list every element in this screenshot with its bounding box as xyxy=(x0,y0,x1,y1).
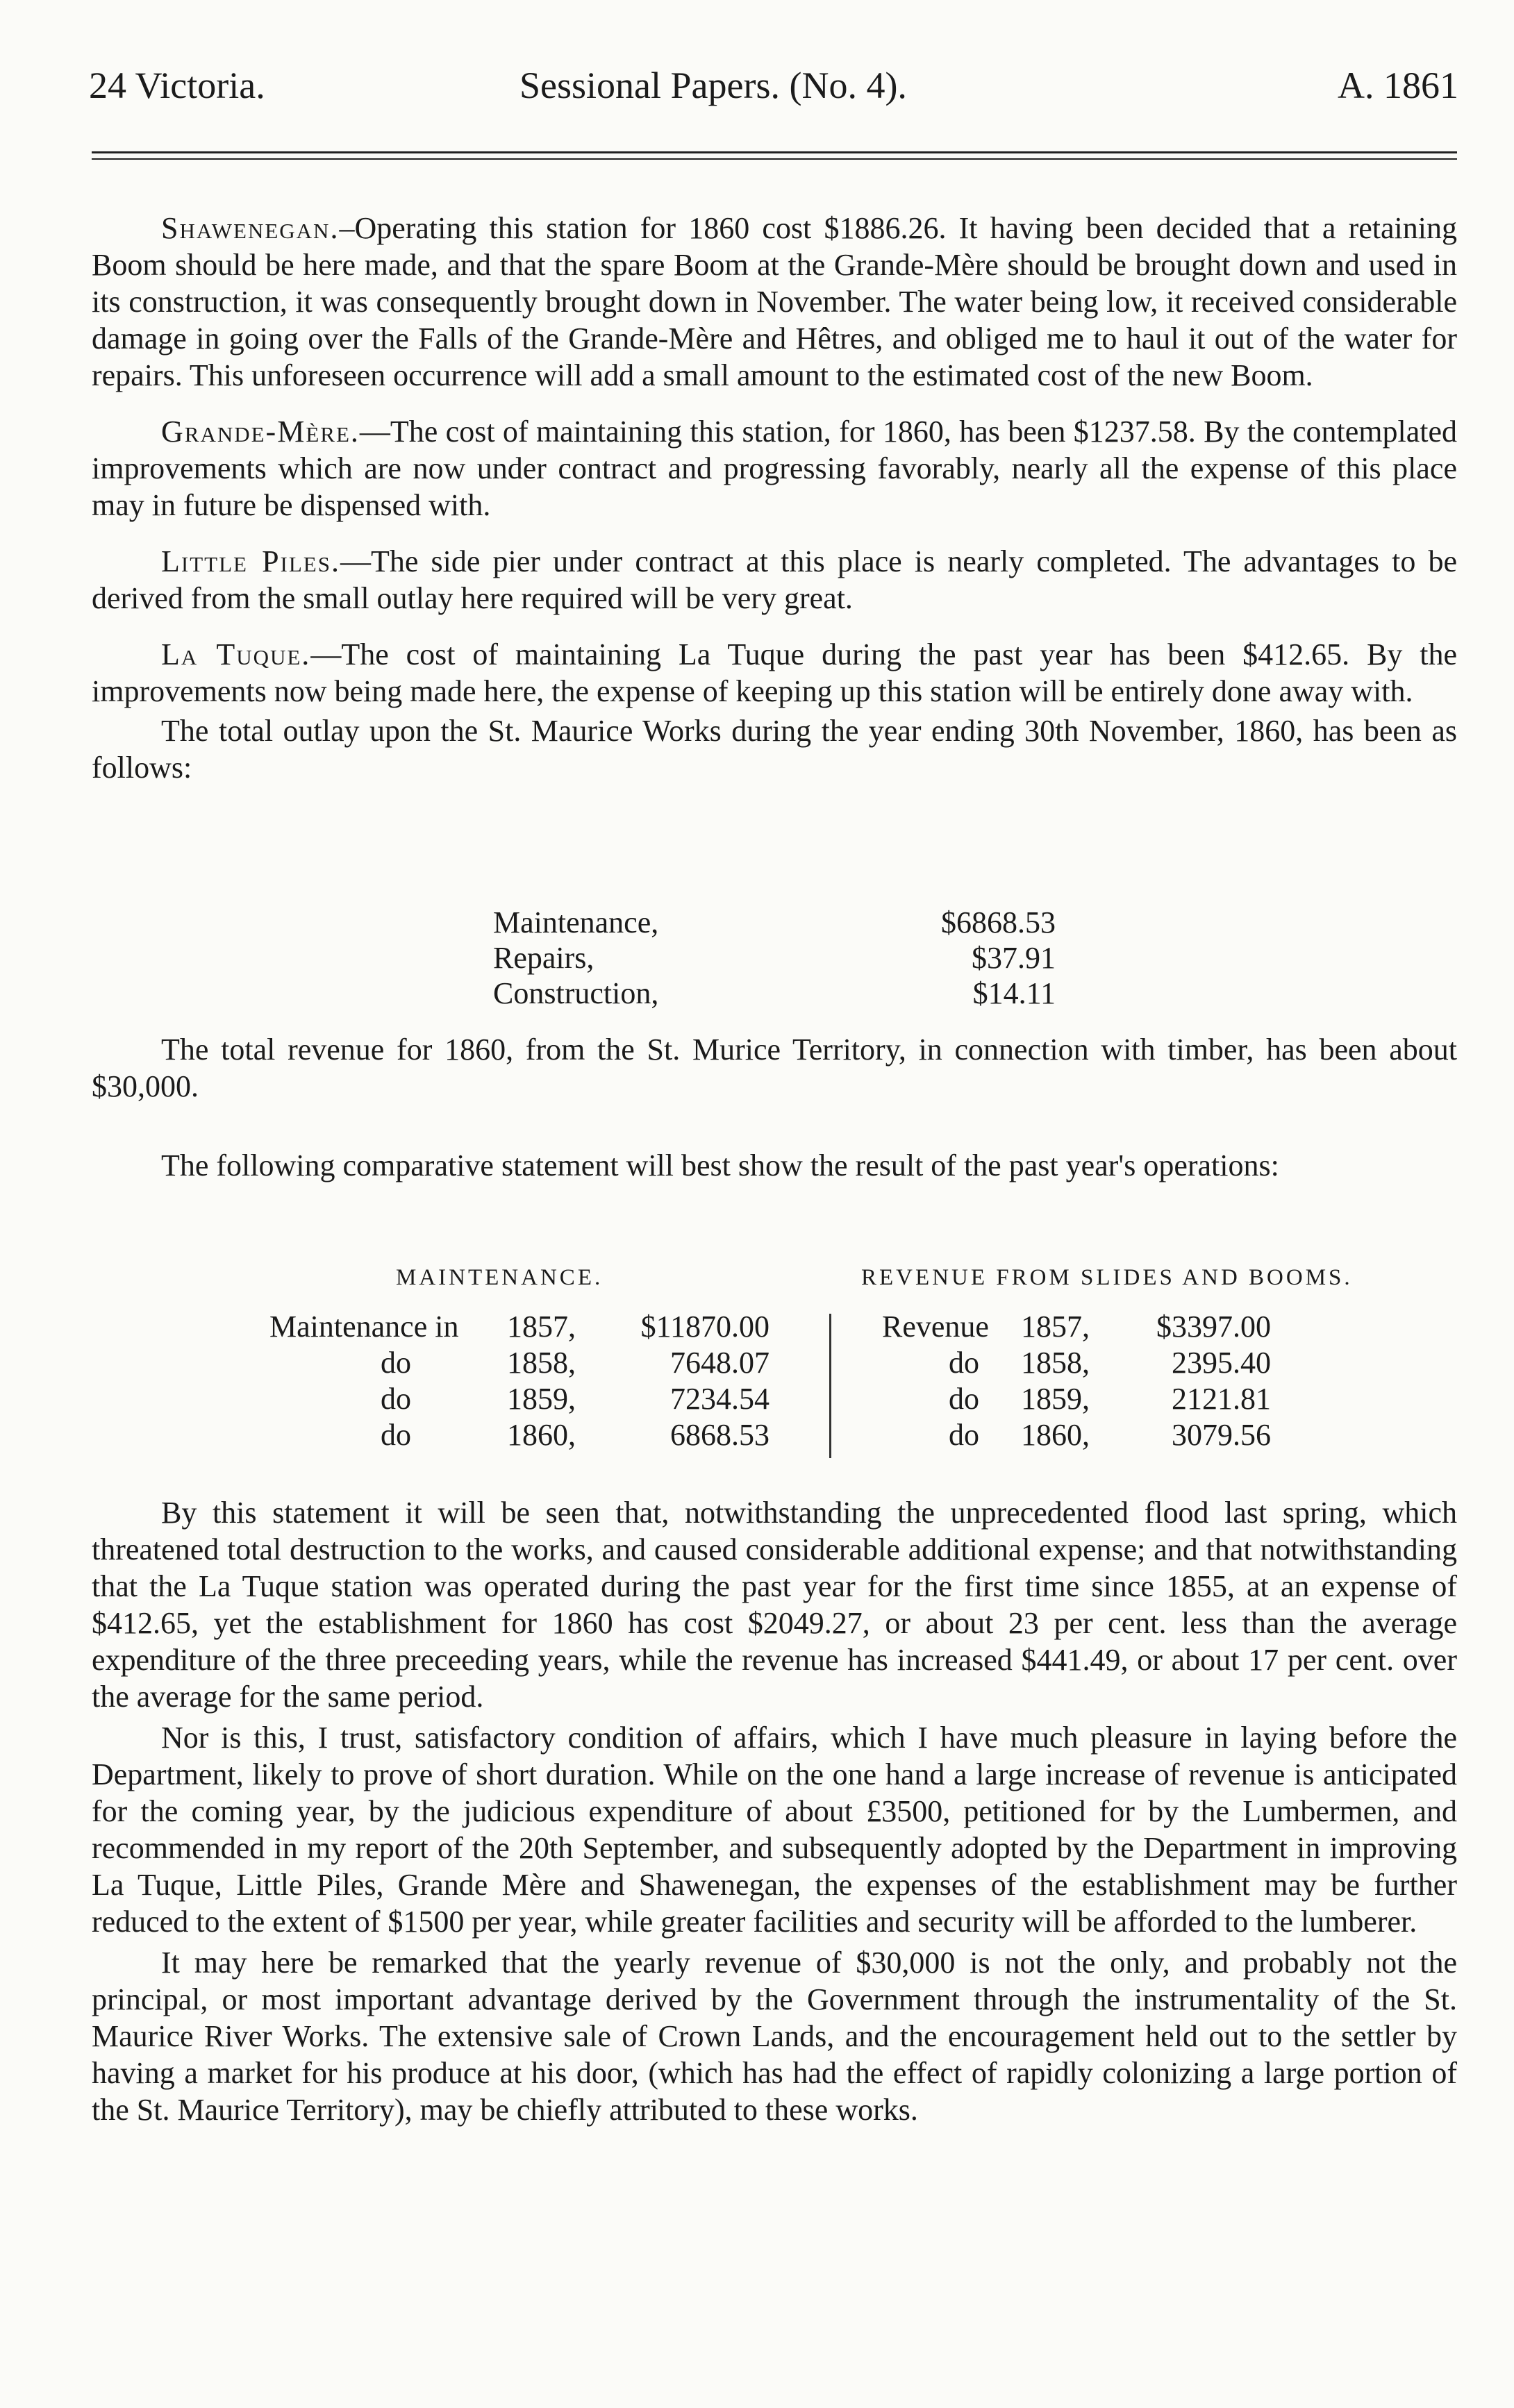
revenue-label: do xyxy=(949,1382,979,1416)
maintenance-value: $11870.00 xyxy=(640,1310,770,1344)
text-shawenegan: –Operating this station for 1860 cost $1886.26. It having been decided that a retaining Boom should be here made, and that the spare Boom at the Grande-Mère should be brought down and used in its construction, it was consequently brought down in November. The water being low, it received considerable damage in going over the Falls of the Grande-Mère and Hêtres, and obliged me to haul it out of the water for repairs. This unforeseen occurrence will add a small amount to the estimated cost of the new Boom. xyxy=(92,211,1457,392)
maintenance-label: do xyxy=(381,1346,411,1380)
maintenance-row xyxy=(269,1345,770,1381)
text-little-piles: —The side pier under contract at this place is nearly completed. The advantages to be derived from the small outlay here required will be very great. xyxy=(92,544,1457,615)
revenue-year: 1858, xyxy=(1021,1346,1090,1380)
paragraph-la-tuque xyxy=(92,636,1457,710)
maintenance-row xyxy=(269,1417,770,1453)
outlay-label: Construction, xyxy=(493,976,659,1010)
paragraph-closing-2: Nor is this, I trust, satisfactory condition of affairs, which I have much pleasure in laying before the Department, likely to prove of short duration. While on the one hand a large increase of revenue is anticipated for the coming year, by the judicious expenditure of about £3500, petitioned for by the Lumbermen, and recommended in my report of the 20th September, and subsequently adopted by the Department in improving La Tuque, Little Piles, Grande Mère and Shawenegan, the expenses of the establishment may be further reduced to the extent of $1500 per year, while greater facilities and security will be afforded to the lumberer. xyxy=(92,1721,1457,1939)
revenue-label: Revenue xyxy=(882,1310,989,1344)
maintenance-value: 7648.07 xyxy=(670,1346,770,1380)
paragraph-total-outlay: The total outlay upon the St. Maurice Works during the year ending 30th November, 1860, has been as follows: xyxy=(92,714,1457,785)
table-divider xyxy=(829,1314,831,1458)
revenue-year: 1859, xyxy=(1021,1382,1090,1416)
maintenance-year: 1858, xyxy=(507,1346,576,1380)
revenue-section xyxy=(92,1031,1457,1105)
comparative-intro-section xyxy=(92,1147,1457,1184)
paragraph-closing-1: By this statement it will be seen that, notwithstanding the unprecedented flood last spring, which threatened total destruction to the works, and caused considerable additional expense; and that notwithstanding that the La Tuque station was operated during the past year for the first time since 1855, at an expense of $412.65, yet the establishment for 1860 has cost $2049.27, or about 23 per cent. less than the average expenditure of the three preceeding years, while the revenue has increased $441.49, or about 17 per cent. over the average for the same period. xyxy=(92,1496,1457,1714)
revenue-table xyxy=(882,1309,1271,1453)
paragraph-revenue: The total revenue for 1860, from the St. Murice Territory, in connection with timber, has been about $30,000. xyxy=(92,1032,1457,1103)
maintenance-header: MAINTENANCE. xyxy=(396,1265,604,1290)
maintenance-table xyxy=(269,1309,770,1453)
maintenance-value: 6868.53 xyxy=(670,1418,770,1452)
header-title: Sessional Papers. (No. 4). xyxy=(519,65,907,106)
maintenance-label: do xyxy=(381,1382,411,1416)
outlay-value: $6868.53 xyxy=(941,905,1056,939)
revenue-value: $3397.00 xyxy=(1156,1310,1271,1344)
maintenance-year: 1857, xyxy=(507,1310,576,1344)
revenue-row xyxy=(882,1417,1271,1453)
maintenance-row xyxy=(269,1309,770,1345)
outlay-row xyxy=(493,940,1056,976)
maintenance-year: 1860, xyxy=(507,1418,576,1452)
revenue-row xyxy=(882,1345,1271,1381)
revenue-label: do xyxy=(949,1346,979,1380)
page-header xyxy=(89,64,1458,119)
station-reports xyxy=(92,210,1457,786)
header-rule xyxy=(92,151,1457,153)
heading-grande-mere: Grande-Mère. xyxy=(161,415,360,449)
maintenance-row xyxy=(269,1381,770,1417)
outlay-value: $37.91 xyxy=(972,941,1056,975)
heading-la-tuque: La Tuque. xyxy=(161,637,311,671)
outlay-label: Repairs, xyxy=(493,941,594,975)
heading-little-piles: Little Piles. xyxy=(161,544,340,578)
revenue-row xyxy=(882,1381,1271,1417)
paragraph-comparative-intro: The following comparative statement will best show the result of the past year's operations: xyxy=(161,1148,1279,1182)
revenue-year: 1860, xyxy=(1021,1418,1090,1452)
header-volume: 24 Victoria. xyxy=(89,65,265,106)
outlay-row xyxy=(493,905,1056,940)
revenue-year: 1857, xyxy=(1021,1310,1090,1344)
maintenance-value: 7234.54 xyxy=(670,1382,770,1416)
revenue-row xyxy=(882,1309,1271,1345)
outlay-label: Maintenance, xyxy=(493,905,659,939)
maintenance-label: do xyxy=(381,1418,411,1452)
paragraph-shawenegan xyxy=(92,210,1457,394)
outlay-value: $14.11 xyxy=(972,976,1056,1010)
maintenance-year: 1859, xyxy=(507,1382,576,1416)
revenue-header: REVENUE FROM SLIDES AND BOOMS. xyxy=(861,1265,1353,1290)
paragraph-little-piles xyxy=(92,543,1457,617)
text-grande-mere: —The cost of maintaining this station, for 1860, has been $1237.58. By the contemplated improvements which are now under contract and progressing favorably, nearly all the expense of this place may in future be dispensed with. xyxy=(92,415,1457,522)
outlay-table xyxy=(493,905,1056,1011)
closing-section xyxy=(92,1494,1457,2128)
revenue-label: do xyxy=(949,1418,979,1452)
paragraph-grande-mere xyxy=(92,413,1457,524)
maintenance-label: Maintenance in xyxy=(269,1310,459,1344)
revenue-value: 2395.40 xyxy=(1172,1346,1271,1380)
paragraph-closing-3: It may here be remarked that the yearly revenue of $30,000 is not the only, and probably not the principal, or most important advantage derived by the Government through the instrumentality of the St. Maurice River Works. The extensive sale of Crown Lands, and the encouragement held out to the settler by having a market for his produce at his door, (which has had the effect of rapidly colonizing a large portion of the St. Maurice Territory), may be chiefly attributed to these works. xyxy=(92,1946,1457,2127)
outlay-row xyxy=(493,976,1056,1011)
revenue-value: 2121.81 xyxy=(1172,1382,1271,1416)
header-rule-thin xyxy=(92,158,1457,160)
heading-shawenegan: Shawenegan. xyxy=(161,211,340,245)
text-la-tuque: —The cost of maintaining La Tuque during the past year has been $412.65. By the improvements now being made here, the expense of keeping up this station will be entirely done away with. xyxy=(92,637,1457,708)
header-year: A. 1861 xyxy=(1338,65,1458,106)
revenue-value: 3079.56 xyxy=(1172,1418,1271,1452)
